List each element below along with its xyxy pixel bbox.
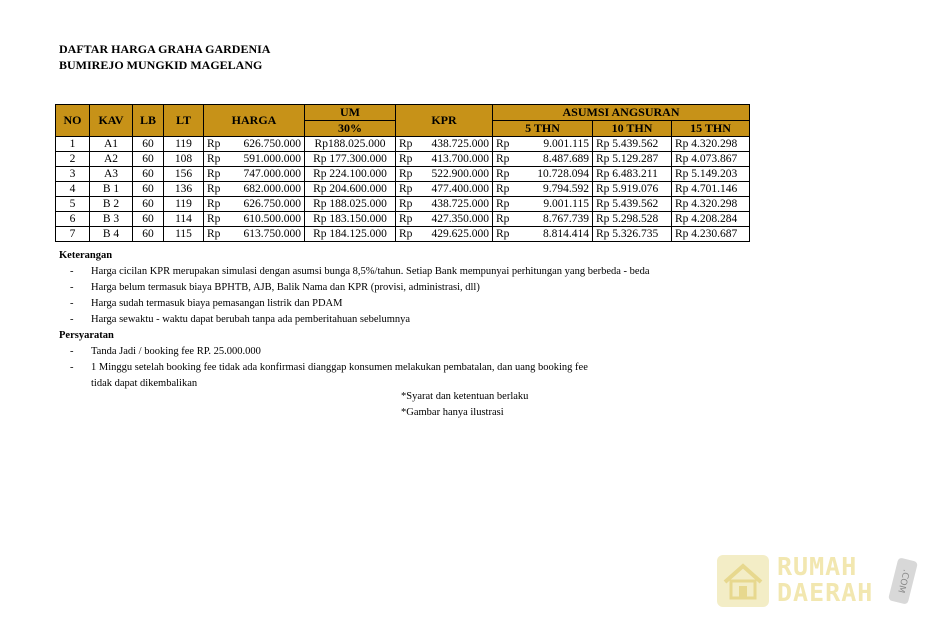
amount-value: 522.900.000 [431,168,489,180]
amount-value: 626.750.000 [243,138,301,150]
keterangan-section [59,248,650,392]
cell-lb: 60 [133,137,164,152]
bullet-dash: - [70,314,74,325]
header-um: UM [305,105,396,121]
cell-angsuran-10-thn: Rp 6.483.211 [593,167,672,182]
cell-lb: 60 [133,167,164,182]
currency-label: Rp [496,213,510,225]
amount-value: 413.700.000 [431,153,489,165]
cell-angsuran-5-thn [493,212,593,227]
cell-um: Rp 224.100.000 [305,167,396,182]
cell-angsuran-5-thn [493,227,593,242]
header-um-percent: 30% [305,121,396,137]
header-5-thn: 5 THN [493,121,593,137]
header-harga: HARGA [204,105,305,137]
cell-angsuran-15-thn: Rp 4.230.687 [672,227,750,242]
keterangan-item [59,280,650,296]
currency-label: Rp [207,213,221,225]
table-row [56,167,750,182]
cell-um: Rp 188.025.000 [305,197,396,212]
cell-angsuran-15-thn: Rp 4.073.867 [672,152,750,167]
cell-kpr [396,167,493,182]
keterangan-item [59,312,650,328]
cell-um: Rp188.025.000 [305,137,396,152]
cell-harga [204,227,305,242]
amount-value: 591.000.000 [243,153,301,165]
amount-value: 9.794.592 [543,183,589,195]
currency-label: Rp [496,198,510,210]
cell-no: 2 [56,152,90,167]
header-kav: KAV [90,105,133,137]
cell-kpr [396,152,493,167]
cell-no: 6 [56,212,90,227]
amount-value: 9.001.115 [543,138,589,150]
cell-angsuran-5-thn [493,152,593,167]
keterangan-item-text: Harga cicilan KPR merupakan simulasi dengan asumsi bunga 8,5%/tahun. Setiap Bank mempunyai perhitungan yang berbeda - beda [91,266,650,277]
header-asumsi-angsuran: ASUMSI ANGSURAN [493,105,750,121]
footnote-syarat: *Syarat dan ketentuan berlaku [401,391,529,402]
header-15-thn: 15 THN [672,121,750,137]
footnotes [401,389,528,421]
cell-angsuran-5-thn [493,167,593,182]
cell-harga [204,182,305,197]
currency-label: Rp [207,153,221,165]
cell-angsuran-10-thn: Rp 5.298.528 [593,212,672,227]
cell-angsuran-10-thn: Rp 5.439.562 [593,197,672,212]
cell-kav: A1 [90,137,133,152]
cell-lb: 60 [133,212,164,227]
cell-angsuran-5-thn [493,182,593,197]
persyaratan-item-text: 1 Minggu setelah booking fee tidak ada konfirmasi dianggap konsumen melakukan pembatalan, dan uang booking fee [91,362,588,373]
cell-harga [204,197,305,212]
cell-lt: 119 [164,137,204,152]
currency-label: Rp [207,183,221,195]
currency-label: Rp [399,138,413,150]
cell-angsuran-15-thn: Rp 4.701.146 [672,182,750,197]
cell-lt: 114 [164,212,204,227]
amount-value: 613.750.000 [243,228,301,240]
document-title: DAFTAR HARGA GRAHA GARDENIA [59,42,271,56]
cell-um: Rp 177.300.000 [305,152,396,167]
cell-lt: 136 [164,182,204,197]
currency-label: Rp [496,168,510,180]
amount-value: 682.000.000 [243,183,301,195]
cell-angsuran-15-thn: Rp 4.320.298 [672,197,750,212]
amount-value: 9.001.115 [543,198,589,210]
cell-angsuran-10-thn: Rp 5.439.562 [593,137,672,152]
table-row [56,212,750,227]
cell-lt: 156 [164,167,204,182]
bullet-dash: - [70,282,74,293]
amount-value: 747.000.000 [243,168,301,180]
cell-angsuran-10-thn: Rp 5.919.076 [593,182,672,197]
table-row [56,227,750,242]
watermark-word-daerah: DAERAH [777,578,874,607]
cell-harga [204,167,305,182]
keterangan-heading: Keterangan [59,250,113,261]
currency-label: Rp [399,213,413,225]
document-subtitle: BUMIREJO MUNGKID MAGELANG [59,58,263,72]
cell-no: 5 [56,197,90,212]
keterangan-item [59,264,650,280]
persyaratan-item [59,360,650,376]
cell-kpr [396,137,493,152]
currency-label: Rp [496,228,510,240]
amount-value: 438.725.000 [431,198,489,210]
cell-no: 1 [56,137,90,152]
keterangan-item-text: Harga sudah termasuk biaya pemasangan listrik dan PDAM [91,298,343,309]
cell-angsuran-15-thn: Rp 5.149.203 [672,167,750,182]
currency-label: Rp [399,153,413,165]
currency-label: Rp [496,138,510,150]
currency-label: Rp [207,228,221,240]
cell-angsuran-5-thn [493,197,593,212]
currency-label: Rp [399,198,413,210]
cell-no: 4 [56,182,90,197]
amount-value: 10.728.094 [537,168,589,180]
header-kpr: KPR [396,105,493,137]
cell-kav: B 4 [90,227,133,242]
cell-um: Rp 204.600.000 [305,182,396,197]
rumahdaerah-watermark-logo [717,553,917,609]
currency-label: Rp [496,153,510,165]
cell-kpr [396,197,493,212]
currency-label: Rp [207,138,221,150]
bullet-dash: - [70,362,74,373]
house-icon [717,555,769,607]
persyaratan-item [59,344,650,360]
cell-lb: 60 [133,152,164,167]
cell-lt: 119 [164,197,204,212]
cell-harga [204,152,305,167]
header-lt: LT [164,105,204,137]
currency-label: Rp [496,183,510,195]
cell-angsuran-15-thn: Rp 4.320.298 [672,137,750,152]
persyaratan-item-text: Tanda Jadi / booking fee RP. 25.000.000 [91,346,261,357]
amount-value: 610.500.000 [243,213,301,225]
cell-kpr [396,182,493,197]
keterangan-item-text: Harga sewaktu - waktu dapat berubah tanpa ada pemberitahuan sebelumnya [91,314,411,325]
cell-lt: 108 [164,152,204,167]
cell-kpr [396,227,493,242]
cell-um: Rp 183.150.000 [305,212,396,227]
currency-label: Rp [207,168,221,180]
persyaratan-heading: Persyaratan [59,330,114,341]
amount-value: 427.350.000 [431,213,489,225]
cell-kpr [396,212,493,227]
header-lb: LB [133,105,164,137]
cell-kav: A2 [90,152,133,167]
bullet-dash: - [70,266,74,277]
price-table [55,104,750,242]
amount-value: 8.487.689 [543,153,589,165]
cell-lb: 60 [133,197,164,212]
watermark-com-badge: .COM [888,557,918,605]
bullet-dash: - [70,346,74,357]
cell-harga [204,137,305,152]
cell-harga [204,212,305,227]
cell-lb: 60 [133,182,164,197]
cell-angsuran-10-thn: Rp 5.129.287 [593,152,672,167]
table-row [56,137,750,152]
cell-kav: B 2 [90,197,133,212]
watermark-word-rumah: RUMAH [777,552,858,581]
amount-value: 438.725.000 [431,138,489,150]
amount-value: 8.814.414 [543,228,589,240]
cell-angsuran-10-thn: Rp 5.326.735 [593,227,672,242]
cell-angsuran-5-thn [493,137,593,152]
cell-um: Rp 184.125.000 [305,227,396,242]
bullet-dash: - [70,298,74,309]
currency-label: Rp [399,168,413,180]
cell-lt: 115 [164,227,204,242]
cell-kav: B 3 [90,212,133,227]
keterangan-item [59,296,650,312]
cell-kav: B 1 [90,182,133,197]
footnote-gambar: *Gambar hanya ilustrasi [401,407,504,418]
amount-value: 626.750.000 [243,198,301,210]
keterangan-item-text: Harga belum termasuk biaya BPHTB, AJB, Balik Nama dan KPR (provisi, administrasi, dll) [91,282,480,293]
cell-no: 3 [56,167,90,182]
cell-no: 7 [56,227,90,242]
header-no: NO [56,105,90,137]
currency-label: Rp [399,183,413,195]
table-row [56,197,750,212]
table-row [56,152,750,167]
header-10-thn: 10 THN [593,121,672,137]
cell-kav: A3 [90,167,133,182]
amount-value: 477.400.000 [431,183,489,195]
amount-value: 8.767.739 [543,213,589,225]
persyaratan-continuation: tidak dapat dikembalikan [91,378,198,389]
amount-value: 429.625.000 [431,228,489,240]
cell-lb: 60 [133,227,164,242]
cell-angsuran-15-thn: Rp 4.208.284 [672,212,750,227]
table-row [56,182,750,197]
currency-label: Rp [399,228,413,240]
currency-label: Rp [207,198,221,210]
